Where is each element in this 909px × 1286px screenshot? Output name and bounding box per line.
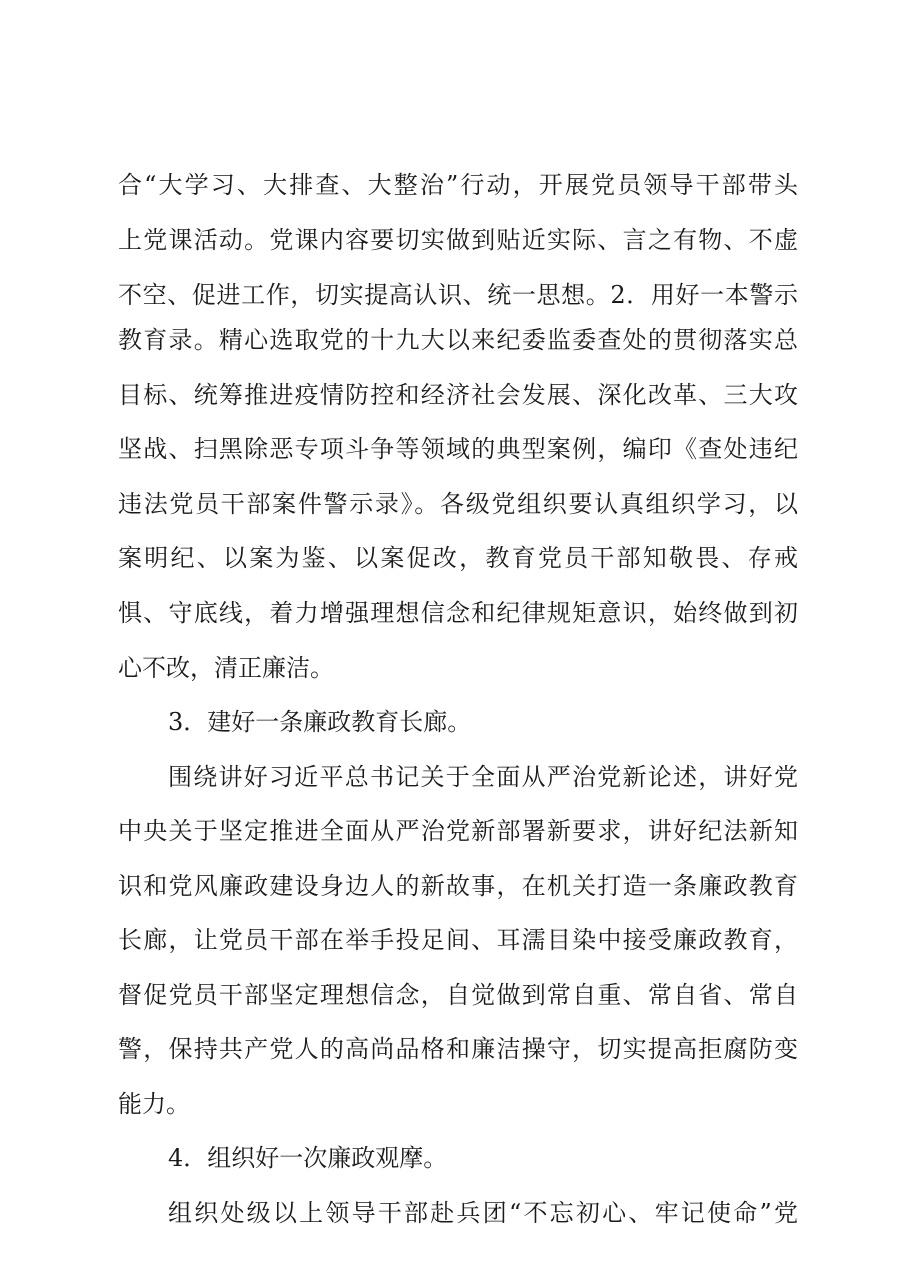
paragraph-line: 合“大学习、大排查、大整治”行动，开展党员领导干部带头 (118, 171, 798, 199)
paragraph-line: 惧、守底线，着力增强理想信念和纪律规矩意识，始终做到初 (118, 599, 798, 627)
paragraph-line: 违法党员干部案件警示录》。各级党组织要认真组织学习，以 (118, 490, 798, 518)
section-heading: 3．建好一条廉政教育长廊。 (168, 708, 472, 736)
paragraph-line: 目标、统筹推进疫情防控和经济社会发展、深化改革、三大攻 (118, 381, 798, 409)
paragraph-line: 组织处级以上领导干部赴兵团“不忘初心、牢记使命”党 (168, 1199, 798, 1227)
paragraph-line: 能力。 (118, 1090, 190, 1118)
paragraph-line: 围绕讲好习近平总书记关于全面从严治党新论述，讲好党 (168, 763, 798, 791)
paragraph-line: 坚战、扫黑除恶专项斗争等领域的典型案例，编印《查处违纪 (118, 435, 798, 463)
section-heading: 4．组织好一次廉政观摩。 (168, 1144, 448, 1172)
paragraph-line: 心不改，清正廉洁。 (118, 654, 334, 682)
paragraph-line: 长廊，让党员干部在举手投足间、耳濡目染中接受廉政教育， (118, 926, 798, 954)
paragraph-line: 教育录。精心选取党的十九大以来纪委监委查处的贯彻落实总 (118, 326, 798, 354)
paragraph-line: 案明纪、以案为鉴、以案促改，教育党员干部知敬畏、存戒 (118, 544, 798, 572)
paragraph-line: 中央关于坚定推进全面从严治党新部署新要求，讲好纪法新知 (118, 817, 798, 845)
paragraph-line: 识和党风廉政建设身边人的新故事，在机关打造一条廉政教育 (118, 872, 798, 900)
paragraph-line: 上党课活动。党课内容要切实做到贴近实际、言之有物、不虚 (118, 226, 798, 254)
paragraph-line: 督促党员干部坚定理想信念，自觉做到常自重、常自省、常自 (118, 981, 798, 1009)
paragraph-line: 警，保持共产党人的高尚品格和廉洁操守，切实提高拒腐防变 (118, 1035, 798, 1063)
paragraph-line: 不空、促进工作，切实提高认识、统一思想。2．用好一本警示 (118, 281, 798, 309)
